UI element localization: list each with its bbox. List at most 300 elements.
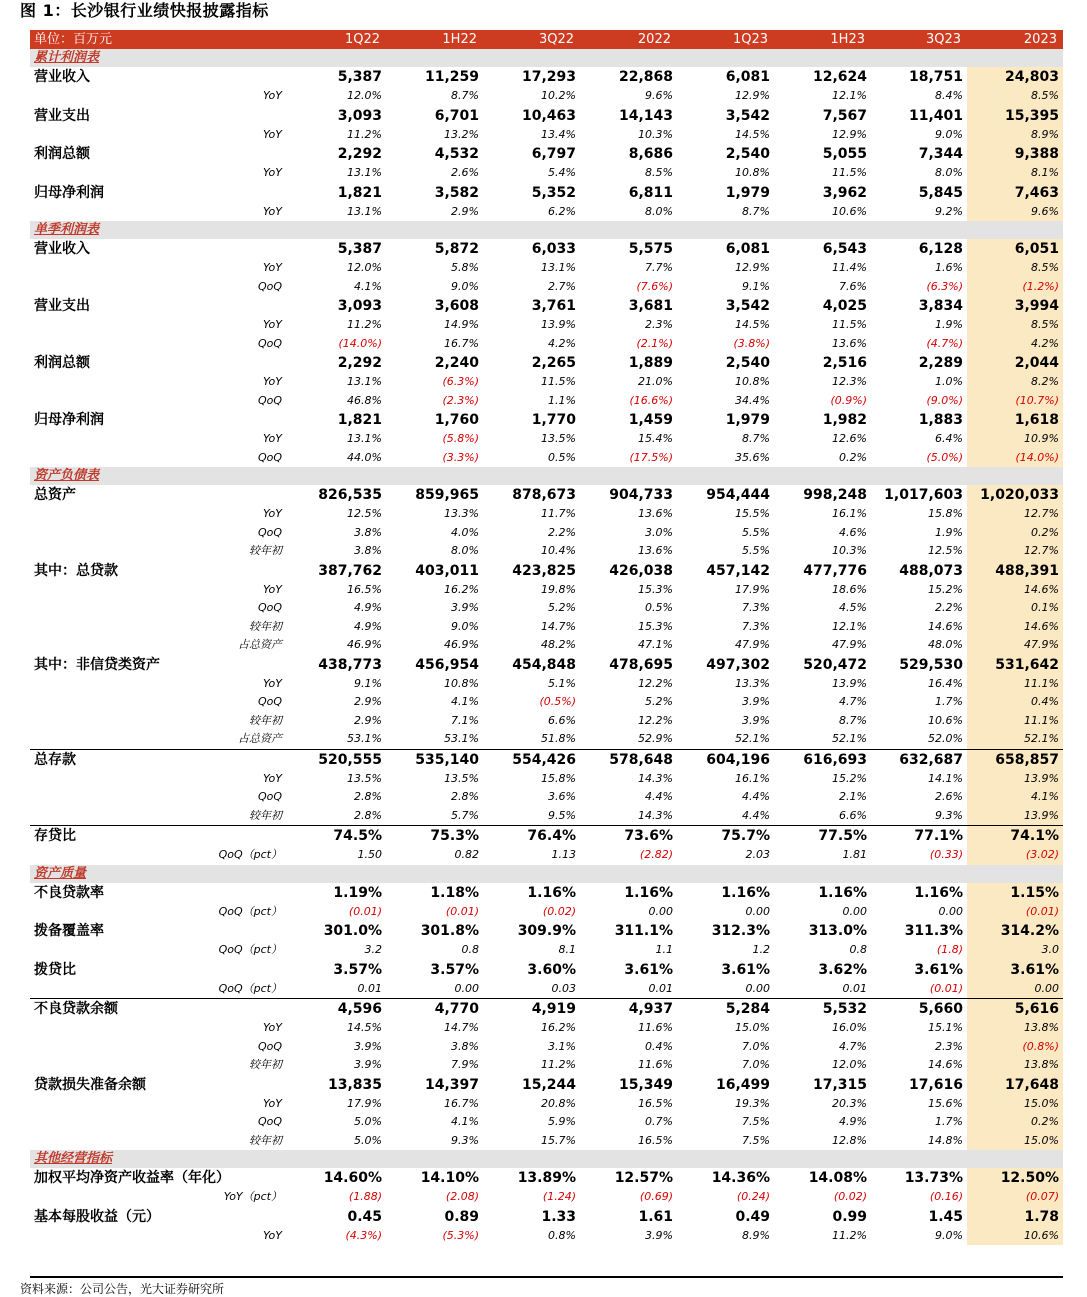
section-filler [871,467,967,485]
value-cell: 8.7% [451,89,479,102]
value-cell: 15.7% [541,1133,576,1147]
value-cell: 9.0% [935,127,963,141]
value-cell: 5,616 [967,999,1063,1020]
value-cell: 904,733 [609,487,673,503]
section-filler [483,221,580,239]
value-cell: 14.3% [638,808,673,822]
value-cell: 4.4% [645,790,673,803]
growth-label: 较年初 [249,1133,282,1147]
section-header-row [30,467,1063,485]
growth-label: 较年初 [249,544,282,557]
growth-label: YoY [263,676,282,690]
growth-row [30,1113,1063,1132]
value-cell: 6.6% [839,808,867,822]
growth-row [30,316,1063,335]
value-cell: 2.1% [839,790,867,803]
value-cell: 1,459 [628,412,673,428]
value-cell: 15.2% [832,771,867,785]
section-filler [580,467,677,485]
value-cell: 12.0% [832,1058,867,1071]
section-filler [483,49,580,67]
value-cell: 11.1% [967,675,1063,694]
growth-row [30,449,1063,468]
value-cell: 311.1% [614,923,673,939]
metric-label: 加权平均净资产收益率（年化） [34,1170,230,1186]
value-cell: 7.9% [451,1058,479,1071]
value-cell: 3,761 [531,298,576,314]
value-cell: (6.3%) [442,375,479,388]
growth-row [30,542,1063,561]
value-cell: 3.0% [645,525,673,539]
growth-label: YoY [263,127,282,141]
value-cell: (14.0%) [338,336,382,350]
period-header: 1Q22 [288,30,386,49]
value-cell: (3.02) [967,846,1063,865]
value-cell: 15.4% [638,432,673,445]
value-cell: 8.7% [839,713,867,727]
growth-row [30,335,1063,354]
section-filler [580,49,677,67]
growth-row [30,618,1063,637]
value-cell: 7.3% [742,619,770,633]
value-cell: 5,575 [628,241,673,257]
value-cell: 2,516 [822,355,867,371]
section-filler [871,221,967,239]
value-cell: (2.3%) [442,393,479,407]
growth-label: QoQ [257,790,282,803]
value-cell: 10.6% [928,713,963,727]
growth-label: QoQ [257,279,282,293]
value-cell: 12.3% [832,375,867,388]
section-filler [288,865,386,883]
metric-row [30,1168,1063,1188]
table-header-row [30,30,1063,49]
value-cell: 8.5% [967,316,1063,335]
value-cell: 4,919 [483,999,580,1020]
value-cell: 11.6% [638,1058,673,1071]
value-cell: 11.2% [541,1058,576,1071]
metric-row [30,655,1063,675]
metric-label: 利润总额 [34,355,90,371]
section-filler [967,1150,1063,1168]
value-cell: 14.1% [928,771,963,785]
value-cell: 8.9% [742,1228,770,1242]
value-cell: 5.7% [451,808,479,822]
value-cell: 878,673 [512,487,576,503]
growth-label: 较年初 [249,619,282,633]
growth-label: QoQ [257,1115,282,1128]
value-cell: (3.3%) [442,450,479,464]
growth-row [30,1038,1063,1057]
value-cell: 403,011 [415,562,479,579]
metric-row [30,999,1063,1020]
section-filler [677,865,774,883]
value-cell: 6,081 [725,241,770,257]
section-filler [580,221,677,239]
value-cell: 5,660 [871,999,967,1020]
value-cell: 3.57% [430,961,479,978]
value-cell: 632,687 [871,749,967,770]
value-cell: 4.9% [354,619,382,633]
section-header-row [30,1150,1063,1168]
value-cell: 18,751 [908,69,963,85]
value-cell: 4.6% [839,525,867,539]
value-cell: 12.1% [832,619,867,633]
section-title: 累计利润表 [30,49,288,67]
value-cell: 7.5% [742,1133,770,1147]
value-cell: 14,397 [424,1076,479,1093]
section-filler [386,1150,483,1168]
growth-label: YoY（pct） [223,1190,282,1203]
value-cell: 13.5% [444,771,479,785]
value-cell: (0.01) [967,903,1063,922]
value-cell: 18.6% [832,582,867,596]
value-cell: 7.7% [645,261,673,274]
value-cell: 2,289 [918,355,963,371]
value-cell: 2.6% [451,166,479,179]
value-cell: (1.2%) [967,278,1063,297]
value-cell: 0.2% [967,524,1063,543]
value-cell: 13.1% [347,432,382,445]
growth-row [30,1019,1063,1038]
value-cell: 13.9% [967,770,1063,789]
growth-label: YoY [263,166,282,179]
section-filler [774,49,871,67]
value-cell: 46.8% [347,393,382,407]
value-cell: 9.1% [354,676,382,690]
value-cell: 14.6% [967,618,1063,637]
value-cell: 4.4% [742,790,770,803]
value-cell: 12.57% [614,1170,673,1186]
value-cell: 12.9% [735,261,770,274]
value-cell: 5.5% [742,525,770,539]
value-cell: 1,979 [725,412,770,428]
value-cell: 21.0% [638,375,673,388]
value-cell: 5.5% [742,544,770,557]
value-cell: 616,693 [774,749,871,770]
value-cell: 535,140 [386,749,483,770]
value-cell: 3.8% [451,1039,479,1053]
value-cell: 3.61% [624,961,673,978]
value-cell: 3,834 [918,298,963,314]
section-filler [288,1150,386,1168]
value-cell: 426,038 [609,562,673,579]
section-title: 单季利润表 [30,221,288,239]
value-cell: 14.6% [928,619,963,633]
value-cell: 24,803 [967,67,1063,87]
value-cell: 12.7% [967,505,1063,524]
value-cell: 8.4% [935,89,963,102]
value-cell: 2.2% [935,601,963,614]
value-cell: 3.57% [333,961,382,978]
value-cell: 1.13 [551,848,576,861]
value-cell: 2,292 [337,146,382,162]
section-filler [580,865,677,883]
value-cell: 0.00 [967,980,1063,999]
section-filler [967,221,1063,239]
value-cell: 15.8% [928,507,963,520]
value-cell: (4.7%) [926,336,963,350]
value-cell: (16.6%) [629,393,673,407]
source-text: 资料来源：公司公告，光大证券研究所 [20,1282,225,1296]
value-cell: 12.0% [347,89,382,102]
value-cell: 14.08% [808,1170,867,1186]
growth-label: YoY [263,507,282,520]
metric-label: 其中：非信贷类资产 [34,656,160,673]
growth-label: QoQ [257,450,282,464]
value-cell: 2,240 [434,355,479,371]
value-cell: 6,081 [725,69,770,85]
value-cell: (2.82) [639,848,673,861]
section-header-row [30,49,1063,67]
value-cell: (5.8%) [442,432,479,445]
value-cell: 46.9% [347,638,382,651]
value-cell: 12.50% [967,1168,1063,1188]
value-cell: 15.5% [735,507,770,520]
value-cell: 3,608 [434,298,479,314]
value-cell: 456,954 [415,656,479,673]
value-cell: 312.3% [711,923,770,939]
value-cell: 17,616 [908,1076,963,1093]
value-cell: 8.0% [935,166,963,179]
growth-row [30,980,1063,999]
value-cell: 4.9% [354,601,382,614]
value-cell: 11.4% [832,261,867,274]
value-cell: 309.9% [517,923,576,939]
value-cell: 826,535 [318,487,382,503]
value-cell: 5.2% [548,601,576,614]
value-cell: 1,760 [434,412,479,428]
growth-label: YoY [263,89,282,102]
value-cell: 12.9% [735,89,770,102]
value-cell: 13.5% [541,432,576,445]
value-cell: 5,284 [677,999,774,1020]
value-cell: 2,540 [725,355,770,371]
growth-row [30,524,1063,543]
value-cell: 15.3% [638,582,673,596]
value-cell: 3.1% [548,1039,576,1053]
value-cell: 10.8% [444,676,479,690]
value-cell: (3.8%) [733,336,770,350]
value-cell: 3.9% [742,713,770,727]
value-cell: 14.60% [323,1170,382,1186]
value-cell: 3.6% [548,790,576,803]
period-header: 2023 [967,30,1063,49]
value-cell: 13.9% [967,807,1063,826]
value-cell: 7.0% [742,1039,770,1053]
value-cell: 4.1% [451,1115,479,1128]
value-cell: 1.9% [935,525,963,539]
growth-row [30,1132,1063,1151]
section-filler [386,865,483,883]
value-cell: 311.3% [904,923,963,939]
section-filler [871,49,967,67]
value-cell: 0.7% [645,1115,673,1128]
growth-label: YoY [263,432,282,445]
value-cell: 5,387 [337,241,382,257]
value-cell: 16.5% [638,1096,673,1110]
section-filler [288,221,386,239]
value-cell: 10.6% [832,204,867,218]
value-cell: 52.9% [638,732,673,745]
growth-label: QoQ [257,1039,282,1053]
growth-row [30,126,1063,145]
value-cell: 14.5% [735,127,770,141]
value-cell: 3.2 [364,943,382,956]
value-cell: 3,093 [337,298,382,314]
value-cell: 14.6% [967,581,1063,600]
section-filler [871,865,967,883]
period-header: 3Q23 [871,30,967,49]
metric-row [30,921,1063,941]
section-filler [580,1150,677,1168]
growth-label: QoQ（pct） [218,981,282,995]
value-cell: 16.5% [638,1133,673,1147]
value-cell: 52.0% [928,732,963,745]
growth-label: QoQ（pct） [218,904,282,918]
growth-row [30,730,1063,749]
value-cell: 15,349 [618,1076,673,1093]
value-cell: 1.16% [721,884,770,901]
value-cell: 12.2% [638,676,673,690]
value-cell: 2.9% [354,713,382,727]
metric-label: 贷款损失准备余额 [34,1076,146,1093]
value-cell: 17.9% [735,582,770,596]
value-cell: (9.0%) [926,393,963,407]
growth-label: YoY [263,261,282,274]
value-cell: 10,463 [521,107,576,124]
growth-label: YoY [263,204,282,218]
value-cell: 2.8% [451,790,479,803]
value-cell: 0.00 [842,904,867,918]
value-cell: 12.5% [928,544,963,557]
metric-label: 存贷比 [30,826,288,847]
value-cell: 5,055 [822,146,867,162]
value-cell: 1.1% [548,393,576,407]
value-cell: 8.5% [645,166,673,179]
growth-row [30,636,1063,655]
value-cell: 1.7% [935,1115,963,1128]
value-cell: 47.9% [735,638,770,651]
metric-row [30,296,1063,316]
value-cell: 14.5% [347,1021,382,1034]
value-cell: (1.24) [542,1190,576,1203]
value-cell: 46.9% [444,638,479,651]
value-cell: 9.6% [645,89,673,102]
value-cell: 13.1% [347,375,382,388]
growth-row [30,259,1063,278]
value-cell: 9.6% [967,203,1063,222]
value-cell: 8.2% [967,373,1063,392]
growth-row [30,1056,1063,1075]
value-cell: 11.6% [638,1021,673,1034]
metric-label: 拨贷比 [34,961,76,978]
period-header: 1Q23 [677,30,774,49]
value-cell: 17,315 [812,1076,867,1093]
value-cell: 15.3% [638,619,673,633]
value-cell: 6.6% [548,713,576,727]
value-cell: 4.0% [451,525,479,539]
value-cell: 17,293 [521,69,576,85]
value-cell: 0.01 [648,981,673,995]
value-cell: 5,845 [918,184,963,201]
value-cell: 1,821 [337,184,382,201]
metric-row [30,883,1063,903]
value-cell: 10.4% [541,544,576,557]
value-cell: 7.1% [451,713,479,727]
metric-row [30,239,1063,259]
growth-row [30,903,1063,922]
value-cell: 4.2% [967,335,1063,354]
value-cell: 53.1% [444,732,479,745]
section-filler [967,865,1063,883]
value-cell: 6,701 [434,107,479,124]
metric-label: 营业收入 [34,241,90,257]
value-cell: 4.5% [839,601,867,614]
value-cell: 15.6% [928,1096,963,1110]
metric-row [30,67,1063,87]
value-cell: 0.00 [745,981,770,995]
value-cell: 9.0% [935,1228,963,1242]
value-cell: 8.1% [967,164,1063,183]
metric-row [30,561,1063,581]
value-cell: 7.5% [742,1115,770,1128]
value-cell: 13.73% [904,1170,963,1186]
value-cell: 313.0% [808,923,867,939]
value-cell: 478,695 [609,656,673,673]
value-cell: 4.9% [839,1115,867,1128]
value-cell: 4,937 [580,999,677,1020]
value-cell: 12.0% [347,261,382,274]
value-cell: 16.2% [444,582,479,596]
metric-label: 归母净利润 [34,184,104,201]
value-cell: 5,352 [531,184,576,201]
value-cell: (1.88) [348,1190,382,1203]
value-cell: 8.7% [742,204,770,218]
value-cell: 1.78 [967,1207,1063,1227]
value-cell: 1,979 [725,184,770,201]
value-cell: 10.9% [967,430,1063,449]
metric-label: 其中：总贷款 [34,562,118,579]
value-cell: 52.1% [967,730,1063,749]
value-cell: 15.0% [967,1095,1063,1114]
value-cell: 3,582 [434,184,479,201]
value-cell: 2,292 [337,355,382,371]
value-cell: 314.2% [967,921,1063,941]
value-cell: 4.1% [451,695,479,708]
value-cell: 11.5% [832,318,867,331]
value-cell: 2.8% [354,808,382,822]
value-cell: 3.61% [721,961,770,978]
metric-row [30,106,1063,126]
value-cell: 554,426 [483,749,580,770]
value-cell: 1.45 [928,1208,963,1225]
value-cell: (5.3%) [442,1228,479,1242]
growth-label: YoY [263,1096,282,1110]
growth-row [30,278,1063,297]
value-cell: 2.9% [354,695,382,708]
value-cell: 5,872 [434,241,479,257]
value-cell: 3.8% [354,525,382,539]
value-cell: (0.01) [348,904,382,918]
value-cell: 1,020,033 [967,485,1063,505]
value-cell: 1.7% [935,695,963,708]
growth-label: QoQ [257,393,282,407]
value-cell: 2.7% [548,279,576,293]
metrics-table [30,30,1063,1245]
value-cell: 11.5% [832,166,867,179]
value-cell: 13.3% [444,507,479,520]
